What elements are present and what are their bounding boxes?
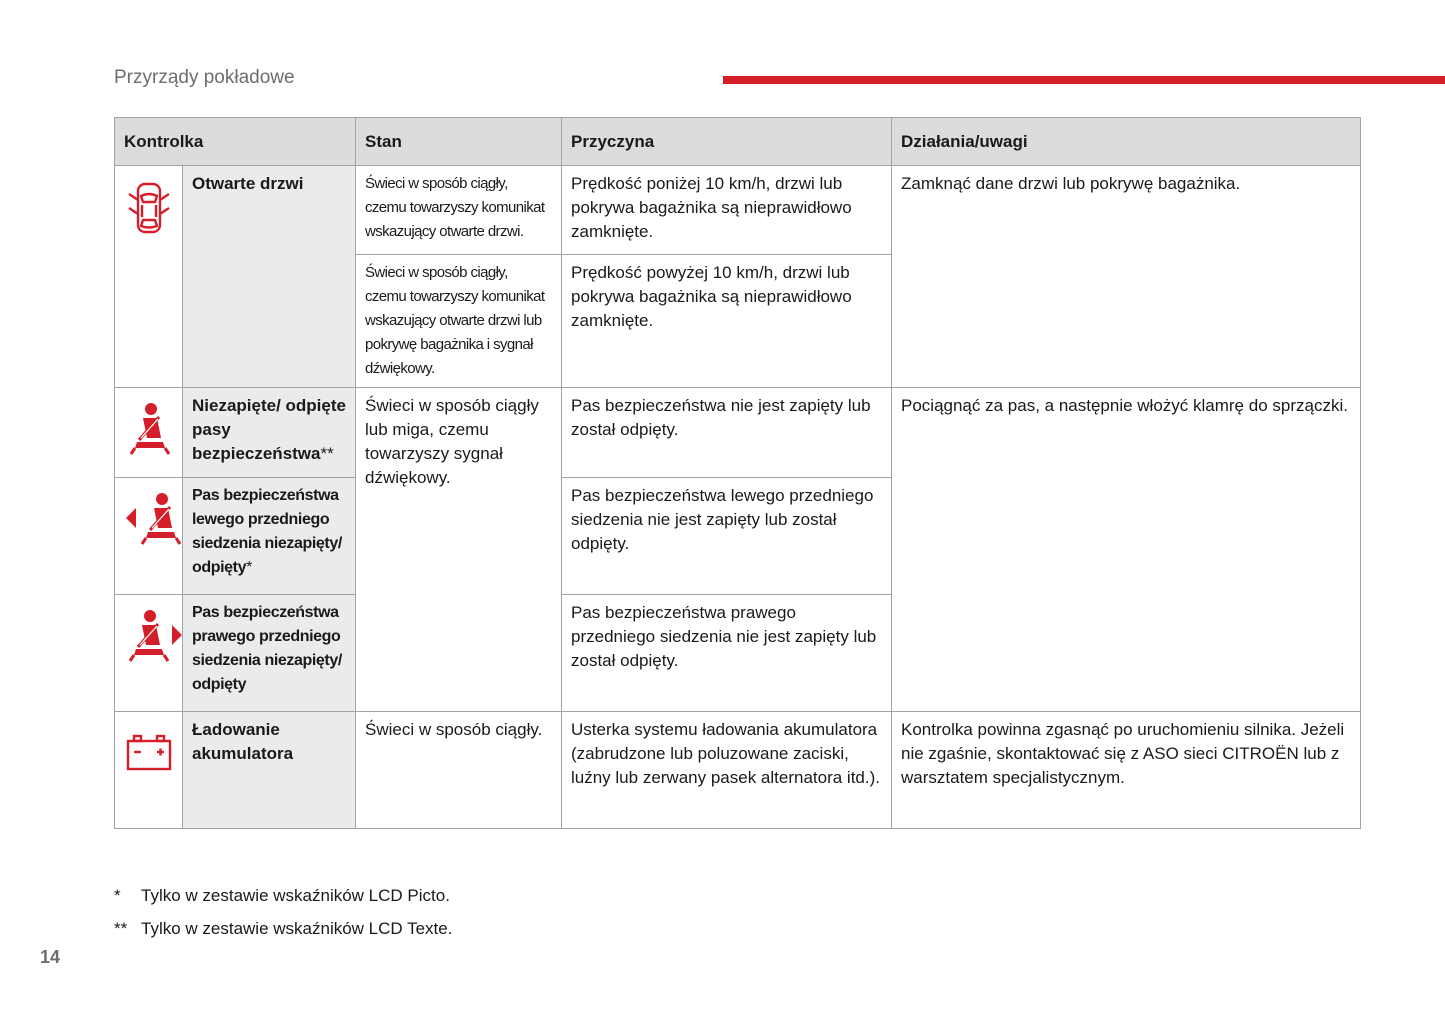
seatbelt-left-icon (124, 490, 184, 546)
battery-cause: Usterka systemu ładowania akumulatora (zabrudzone lub poluzowane zaciski, luźny lub zerwany pasek alternatora itd.). (562, 712, 892, 829)
footnotes (114, 886, 452, 952)
seatbelt-cause-main: Pas bezpieczeństwa nie jest zapięty lub został odpięty. (562, 388, 892, 478)
seatbelt-left-icon-cell (115, 478, 183, 595)
footnote-2 (114, 919, 452, 952)
seatbelt-cause-right: Pas bezpieczeństwa prawego przedniego siedzenia nie jest zapięty lub został odpięty. (562, 595, 892, 712)
column-header-stan: Stan (356, 118, 562, 166)
door-label: Otwarte drzwi (183, 166, 356, 388)
warning-lights-table (114, 117, 1361, 829)
column-header-przyczyna: Przyczyna (562, 118, 892, 166)
footnote-mark: * (114, 886, 121, 905)
seatbelt-right-label: Pas bezpieczeństwa prawego przedniego siedzenia niezapięty/ odpięty (183, 595, 356, 712)
battery-action: Kontrolka powinna zgasnąć po uruchomieniu silnika. Jeżeli nie zgaśnie, skontaktować się z ASO sieci CITROËN lub z warsztatem specjalistycznym. (892, 712, 1361, 829)
page-section-title: Przyrządy pokładowe (114, 67, 295, 88)
battery-label: Ładowanie akumulatora (183, 712, 356, 829)
door-action: Zamknąć dane drzwi lub pokrywę bagażnika. (892, 166, 1361, 388)
seatbelt-action: Pociągnąć za pas, a następnie włożyć klamrę do sprzączki. (892, 388, 1361, 712)
door-cause-1: Prędkość poniżej 10 km/h, drzwi lub pokrywa bagażnika są nieprawidłowo zamknięte. (562, 166, 892, 255)
seatbelt-right-icon (124, 607, 184, 663)
footnote-text: Tylko w zestawie wskaźników LCD Picto. (141, 886, 450, 905)
battery-icon (125, 732, 173, 776)
door-state-2: Świeci w sposób ciągły, czemu towarzyszy komunikat wskazujący otwarte drzwi lub pokrywę bagażnika i sygnał dźwiękowy. (356, 255, 562, 388)
seatbelt-state: Świeci w sposób ciągły lub miga, czemu towarzyszy sygnał dźwiękowy. (356, 388, 562, 712)
door-open-icon (125, 178, 173, 240)
seatbelt-left-label: Pas bezpieczeństwa lewego przedniego siedzenia niezapięty/ odpięty* (183, 478, 356, 595)
door-state-1: Świeci w sposób ciągły, czemu towarzyszy komunikat wskazujący otwarte drzwi. (356, 166, 562, 255)
seatbelt-cause-left: Pas bezpieczeństwa lewego przedniego siedzenia nie jest zapięty lub został odpięty. (562, 478, 892, 595)
footnote-text: Tylko w zestawie wskaźników LCD Texte. (141, 919, 453, 938)
table-row (115, 712, 1361, 829)
seatbelt-icon (125, 400, 173, 456)
seatbelt-label: Niezapięte/ odpięte pasy bezpieczeństwa** (183, 388, 356, 478)
battery-icon-cell (115, 712, 183, 829)
door-icon-cell (115, 166, 183, 388)
column-header-kontrolka: Kontrolka (115, 118, 356, 166)
seatbelt-right-icon-cell (115, 595, 183, 712)
table-row (115, 388, 1361, 478)
seatbelt-icon-cell (115, 388, 183, 478)
page-number: 14 (40, 947, 61, 967)
door-cause-2: Prędkość powyżej 10 km/h, drzwi lub pokrywa bagażnika są nieprawidłowo zamknięte. (562, 255, 892, 388)
battery-state: Świeci w sposób ciągły. (356, 712, 562, 829)
footnote-1 (114, 886, 452, 919)
column-header-dzialania: Działania/uwagi (892, 118, 1361, 166)
header-accent-bar (723, 76, 1445, 84)
footnote-mark: ** (114, 919, 128, 938)
table-row (115, 166, 1361, 255)
